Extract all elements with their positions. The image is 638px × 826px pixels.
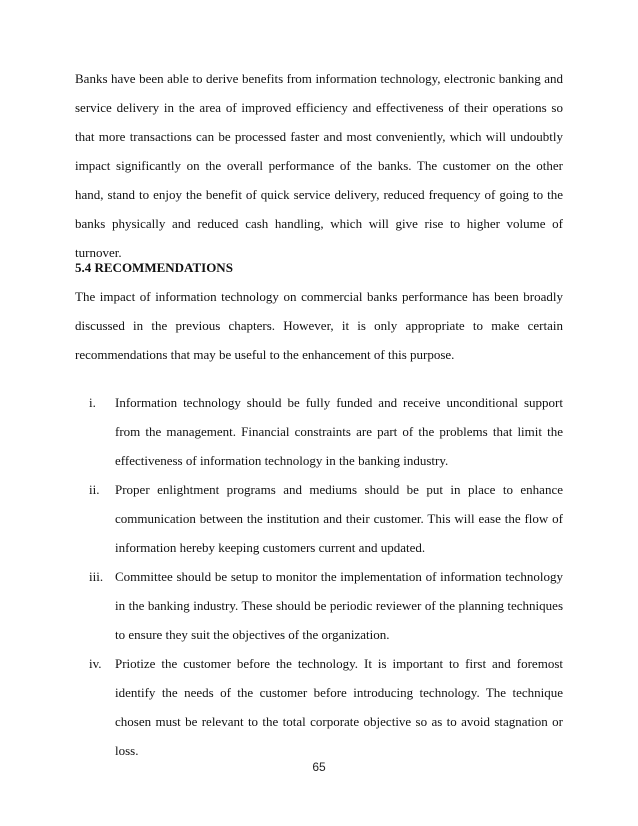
list-item — [60, 562, 563, 649]
recommendations-list — [60, 388, 563, 765]
list-item-text: Information technology should be fully funded and receive unconditional support from the management. Financial constraints are part of the problems that limit the effectiveness of information technology in the banking industry. — [115, 395, 563, 468]
body-paragraph-recommendations-intro: The impact of information technology on commercial banks performance has been broadly discussed in the previous chapters. However, it is only appropriate to make certain recommendations that may be useful to the enhancement of this purpose. — [75, 289, 563, 362]
list-item-marker: i. — [89, 395, 96, 410]
list-item-text: Proper enlightment programs and mediums should be put in place to enhance communication between the institution and their customer. This will ease the flow of information hereby keeping customers current and updated. — [115, 482, 563, 555]
list-item-text: Committee should be setup to monitor the implementation of information technology in the banking industry. These should be periodic reviewer of the planning techniques to ensure they suit the objectives of the organization. — [115, 569, 563, 642]
list-item — [60, 475, 563, 562]
list-item — [60, 649, 563, 765]
list-item-marker: iv. — [89, 656, 102, 671]
list-item-marker: iii. — [89, 569, 104, 584]
list-item-text: Priotize the customer before the technology. It is important to first and foremost identify the needs of the customer before introducing technology. The technique chosen must be relevant to the total corporate objective so as to avoid stagnation or loss. — [115, 656, 563, 758]
list-item — [60, 388, 563, 475]
page-number: 65 — [312, 760, 326, 774]
body-paragraph-intro: Banks have been able to derive benefits from information technology, electronic banking and service delivery in the area of improved efficiency and effectiveness of their operations so that more transactions can be processed faster and most conveniently, which will undoubtly impact significantly on the overall performance of the banks. The customer on the other hand, stand to enjoy the benefit of quick service delivery, reduced frequency of going to the banks physically and reduced cash handling, which will give rise to higher volume of turnover. — [75, 71, 563, 260]
list-item-marker: ii. — [89, 482, 100, 497]
section-heading: 5.4 RECOMMENDATIONS — [75, 260, 233, 275]
